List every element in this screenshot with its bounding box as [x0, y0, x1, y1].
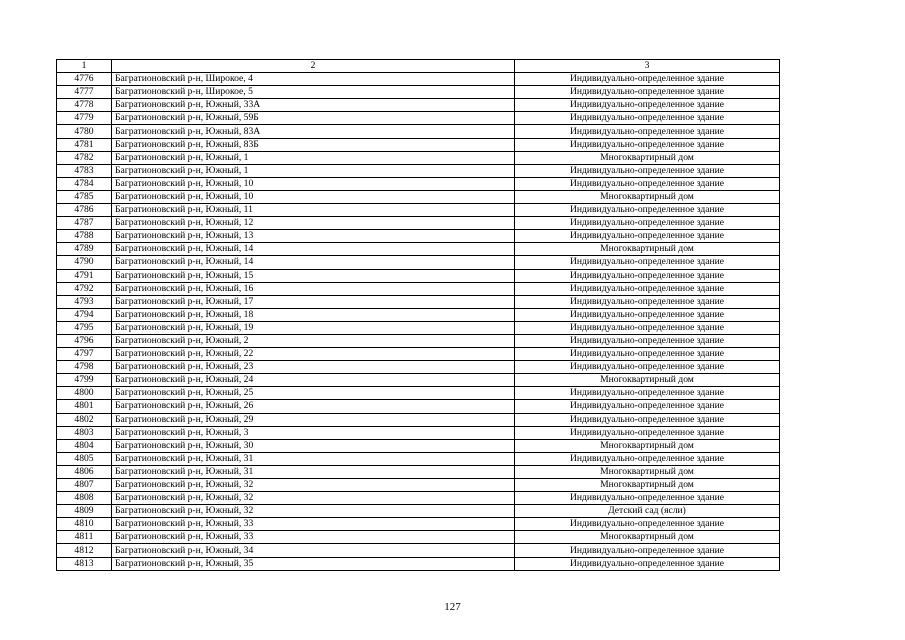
table-row	[57, 86, 780, 99]
address-cell: Багратионовский р-н, Южный, 33А	[112, 99, 515, 112]
building-type-cell: Многоквартирный дом	[515, 151, 780, 164]
table-row	[57, 439, 780, 452]
row-number-cell: 4791	[57, 269, 112, 282]
address-cell: Багратионовский р-н, Южный, 34	[112, 544, 515, 557]
address-cell: Багратионовский р-н, Южный, 32	[112, 492, 515, 505]
address-cell: Багратионовский р-н, Южный, 29	[112, 413, 515, 426]
row-number-cell: 4793	[57, 295, 112, 308]
row-number-cell: 4792	[57, 282, 112, 295]
address-cell: Багратионовский р-н, Южный, 31	[112, 452, 515, 465]
row-number-cell: 4812	[57, 544, 112, 557]
table-row	[57, 269, 780, 282]
table-row	[57, 308, 780, 321]
row-number-cell: 4801	[57, 400, 112, 413]
address-cell: Багратионовский р-н, Южный, 33	[112, 531, 515, 544]
building-type-cell: Многоквартирный дом	[515, 479, 780, 492]
table-row	[57, 190, 780, 203]
building-type-cell: Индивидуально-определенное здание	[515, 73, 780, 86]
address-cell: Багратионовский р-н, Южный, 24	[112, 374, 515, 387]
row-number-cell: 4797	[57, 348, 112, 361]
address-cell: Багратионовский р-н, Южный, 14	[112, 243, 515, 256]
building-type-cell: Многоквартирный дом	[515, 374, 780, 387]
address-cell: Багратионовский р-н, Южный, 17	[112, 295, 515, 308]
address-cell: Багратионовский р-н, Южный, 32	[112, 505, 515, 518]
building-type-cell: Индивидуально-определенное здание	[515, 361, 780, 374]
row-number-cell: 4807	[57, 479, 112, 492]
row-number-cell: 4786	[57, 204, 112, 217]
address-cell: Багратионовский р-н, Южный, 31	[112, 465, 515, 478]
table-row	[57, 334, 780, 347]
address-cell: Багратионовский р-н, Южный, 3	[112, 426, 515, 439]
table-row	[57, 321, 780, 334]
building-type-cell: Индивидуально-определенное здание	[515, 125, 780, 138]
table-row	[57, 164, 780, 177]
page-number: 127	[444, 601, 461, 613]
header-col-3: 3	[515, 60, 780, 73]
row-number-cell: 4802	[57, 413, 112, 426]
address-cell: Багратионовский р-н, Южный, 19	[112, 321, 515, 334]
table-row	[57, 531, 780, 544]
row-number-cell: 4794	[57, 308, 112, 321]
table-row	[57, 426, 780, 439]
building-type-cell: Многоквартирный дом	[515, 531, 780, 544]
header-col-1: 1	[57, 60, 112, 73]
building-type-cell: Индивидуально-определенное здание	[515, 492, 780, 505]
address-cell: Багратионовский р-н, Южный, 10	[112, 190, 515, 203]
table-row	[57, 557, 780, 570]
address-cell: Багратионовский р-н, Южный, 22	[112, 348, 515, 361]
building-type-cell: Многоквартирный дом	[515, 465, 780, 478]
building-type-cell: Индивидуально-определенное здание	[515, 334, 780, 347]
row-number-cell: 4784	[57, 177, 112, 190]
row-number-cell: 4810	[57, 518, 112, 531]
address-cell: Багратионовский р-н, Южный, 32	[112, 479, 515, 492]
building-type-cell: Индивидуально-определенное здание	[515, 295, 780, 308]
table-row	[57, 151, 780, 164]
table-row	[57, 348, 780, 361]
building-type-cell: Индивидуально-определенное здание	[515, 269, 780, 282]
row-number-cell: 4805	[57, 452, 112, 465]
building-type-cell: Индивидуально-определенное здание	[515, 177, 780, 190]
table-row	[57, 452, 780, 465]
row-number-cell: 4788	[57, 230, 112, 243]
address-cell: Багратионовский р-н, Южный, 18	[112, 308, 515, 321]
address-cell: Багратионовский р-н, Южный, 1	[112, 164, 515, 177]
table-row	[57, 217, 780, 230]
building-type-cell: Индивидуально-определенное здание	[515, 282, 780, 295]
row-number-cell: 4790	[57, 256, 112, 269]
table-header-row	[57, 60, 780, 73]
building-type-cell: Индивидуально-определенное здание	[515, 308, 780, 321]
row-number-cell: 4782	[57, 151, 112, 164]
address-cell: Багратионовский р-н, Южный, 1	[112, 151, 515, 164]
building-type-cell: Индивидуально-определенное здание	[515, 348, 780, 361]
building-type-cell: Индивидуально-определенное здание	[515, 518, 780, 531]
address-cell: Багратионовский р-н, Южный, 23	[112, 361, 515, 374]
table-row	[57, 99, 780, 112]
address-cell: Багратионовский р-н, Южный, 25	[112, 387, 515, 400]
address-cell: Багратионовский р-н, Широкое, 4	[112, 73, 515, 86]
building-type-cell: Индивидуально-определенное здание	[515, 230, 780, 243]
table-row	[57, 112, 780, 125]
row-number-cell: 4781	[57, 138, 112, 151]
row-number-cell: 4803	[57, 426, 112, 439]
building-type-cell: Индивидуально-определенное здание	[515, 256, 780, 269]
address-cell: Багратионовский р-н, Широкое, 5	[112, 86, 515, 99]
address-cell: Багратионовский р-н, Южный, 59Б	[112, 112, 515, 125]
building-type-cell: Индивидуально-определенное здание	[515, 164, 780, 177]
address-cell: Багратионовский р-н, Южный, 83А	[112, 125, 515, 138]
table-row	[57, 361, 780, 374]
building-type-cell: Индивидуально-определенное здание	[515, 217, 780, 230]
table-row	[57, 282, 780, 295]
row-number-cell: 4809	[57, 505, 112, 518]
row-number-cell: 4778	[57, 99, 112, 112]
table-row	[57, 544, 780, 557]
table-row	[57, 413, 780, 426]
table-row	[57, 479, 780, 492]
building-type-cell: Индивидуально-определенное здание	[515, 452, 780, 465]
building-type-cell: Индивидуально-определенное здание	[515, 544, 780, 557]
table-row	[57, 138, 780, 151]
building-type-cell: Индивидуально-определенное здание	[515, 426, 780, 439]
address-cell: Багратионовский р-н, Южный, 83Б	[112, 138, 515, 151]
table-row	[57, 387, 780, 400]
address-cell: Багратионовский р-н, Южный, 30	[112, 439, 515, 452]
building-type-cell: Индивидуально-определенное здание	[515, 99, 780, 112]
building-type-cell: Многоквартирный дом	[515, 243, 780, 256]
address-cell: Багратионовский р-н, Южный, 12	[112, 217, 515, 230]
row-number-cell: 4787	[57, 217, 112, 230]
address-cell: Багратионовский р-н, Южный, 26	[112, 400, 515, 413]
building-type-cell: Индивидуально-определенное здание	[515, 138, 780, 151]
row-number-cell: 4789	[57, 243, 112, 256]
building-type-cell: Индивидуально-определенное здание	[515, 387, 780, 400]
row-number-cell: 4799	[57, 374, 112, 387]
table-row	[57, 295, 780, 308]
row-number-cell: 4796	[57, 334, 112, 347]
address-cell: Багратионовский р-н, Южный, 11	[112, 204, 515, 217]
row-number-cell: 4780	[57, 125, 112, 138]
row-number-cell: 4777	[57, 86, 112, 99]
table-row	[57, 400, 780, 413]
building-type-cell: Многоквартирный дом	[515, 190, 780, 203]
table-row	[57, 73, 780, 86]
address-cell: Багратионовский р-н, Южный, 33	[112, 518, 515, 531]
table-row	[57, 465, 780, 478]
row-number-cell: 4795	[57, 321, 112, 334]
address-cell: Багратионовский р-н, Южный, 35	[112, 557, 515, 570]
row-number-cell: 4813	[57, 557, 112, 570]
table-row	[57, 204, 780, 217]
building-type-cell: Индивидуально-определенное здание	[515, 86, 780, 99]
table-row	[57, 518, 780, 531]
row-number-cell: 4776	[57, 73, 112, 86]
building-type-cell: Индивидуально-определенное здание	[515, 321, 780, 334]
row-number-cell: 4779	[57, 112, 112, 125]
table-row	[57, 177, 780, 190]
building-type-cell: Индивидуально-определенное здание	[515, 413, 780, 426]
address-cell: Багратионовский р-н, Южный, 2	[112, 334, 515, 347]
row-number-cell: 4800	[57, 387, 112, 400]
table-row	[57, 243, 780, 256]
address-cell: Багратионовский р-н, Южный, 10	[112, 177, 515, 190]
table-row	[57, 230, 780, 243]
row-number-cell: 4783	[57, 164, 112, 177]
table-body	[57, 73, 780, 571]
address-cell: Багратионовский р-н, Южный, 14	[112, 256, 515, 269]
building-type-cell: Индивидуально-определенное здание	[515, 400, 780, 413]
row-number-cell: 4798	[57, 361, 112, 374]
building-type-cell: Индивидуально-определенное здание	[515, 112, 780, 125]
address-cell: Багратионовский р-н, Южный, 16	[112, 282, 515, 295]
table-row	[57, 374, 780, 387]
row-number-cell: 4806	[57, 465, 112, 478]
address-cell: Багратионовский р-н, Южный, 15	[112, 269, 515, 282]
table-row	[57, 125, 780, 138]
address-cell: Багратионовский р-н, Южный, 13	[112, 230, 515, 243]
row-number-cell: 4808	[57, 492, 112, 505]
building-type-cell: Индивидуально-определенное здание	[515, 204, 780, 217]
row-number-cell: 4811	[57, 531, 112, 544]
building-type-cell: Многоквартирный дом	[515, 439, 780, 452]
property-table	[56, 59, 780, 571]
table-row	[57, 256, 780, 269]
row-number-cell: 4804	[57, 439, 112, 452]
header-col-2: 2	[112, 60, 515, 73]
building-type-cell: Индивидуально-определенное здание	[515, 557, 780, 570]
table-row	[57, 505, 780, 518]
table-row	[57, 492, 780, 505]
row-number-cell: 4785	[57, 190, 112, 203]
building-type-cell: Детский сад (ясли)	[515, 505, 780, 518]
